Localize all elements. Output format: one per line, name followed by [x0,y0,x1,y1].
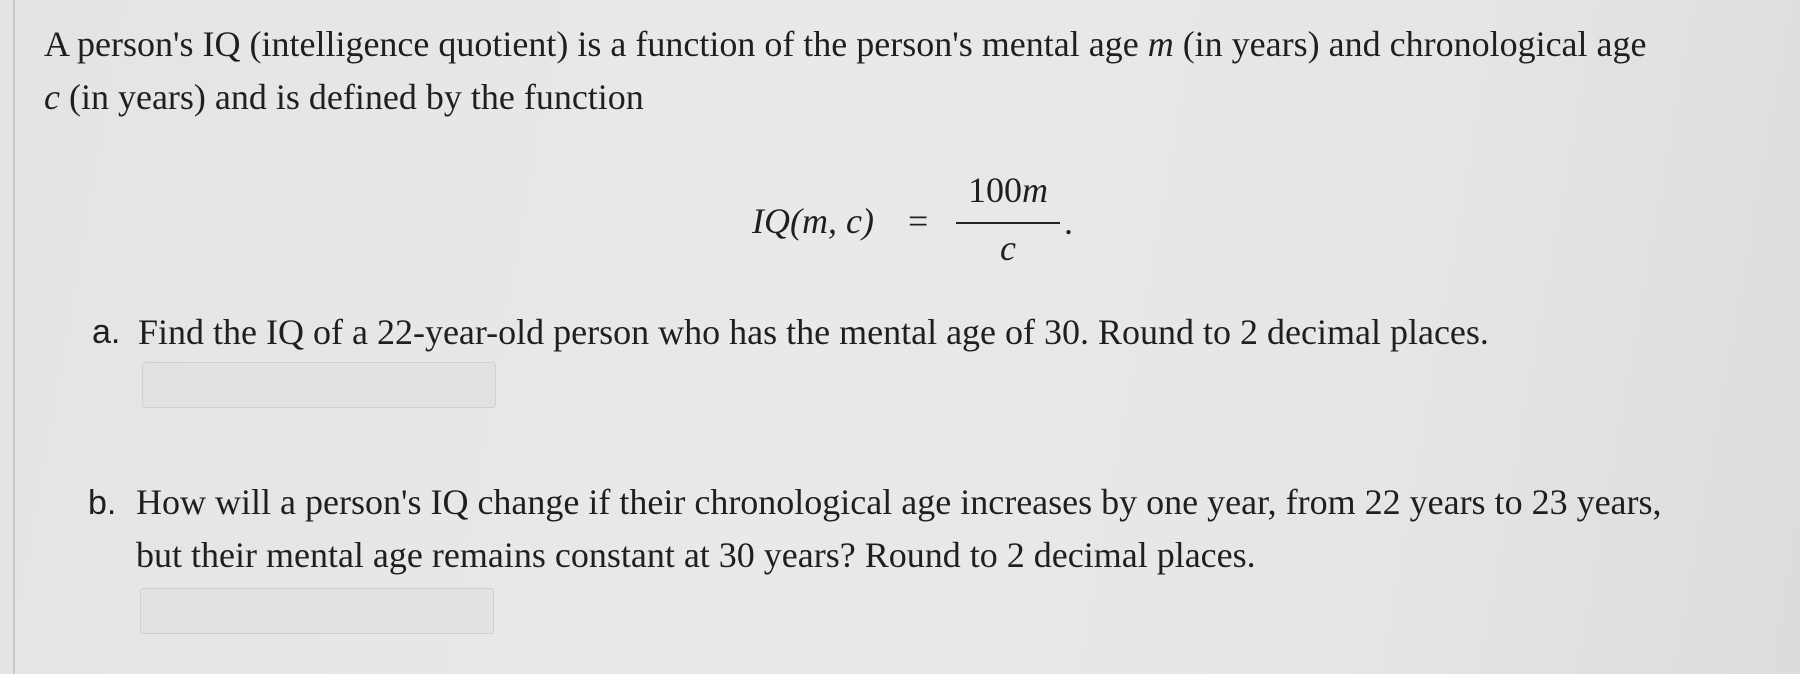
intro-text-1: A person's IQ (intelligence quotient) is a function of the person's mental age [44,24,1148,64]
formula-denominator: c [1000,228,1016,268]
variable-c: c [44,77,60,117]
formula-fraction [956,168,1060,270]
question-b-marker: b. [88,484,117,522]
problem-intro [44,18,1764,124]
formula-arguments: (m, c) [790,201,874,241]
numerator-variable: m [1022,170,1048,210]
intro-text-3: (in years) and is defined by the function [59,77,644,117]
question-a-line: Find the IQ of a 22-year-old person who has the mental age of 30. Round to 2 decimal places. [138,312,1489,352]
formula-numerator [956,168,1060,212]
variable-m: m [1147,24,1174,64]
formula-equals: = [908,201,929,241]
numerator-coefficient: 100 [968,170,1022,210]
answer-a-input[interactable] [142,362,496,408]
question-b-line-1: How will a person's IQ change if their chronological age increases by one year, from 22 years to 23 years, [136,482,1662,522]
question-b-text [136,476,1662,582]
question-a-text [138,306,1489,359]
question-b-line-2: but their mental age remains constant at 30 years? Round to 2 decimal places. [136,535,1256,575]
fraction-bar [956,222,1060,224]
formula-function-name: IQ [752,201,790,241]
left-border [13,0,15,674]
intro-text-2: (in years) and chronological age [1173,24,1647,64]
formula-lhs [752,200,874,242]
question-a-marker: a. [92,313,121,351]
formula-period: . [1064,202,1073,242]
answer-b-input[interactable] [140,588,494,634]
